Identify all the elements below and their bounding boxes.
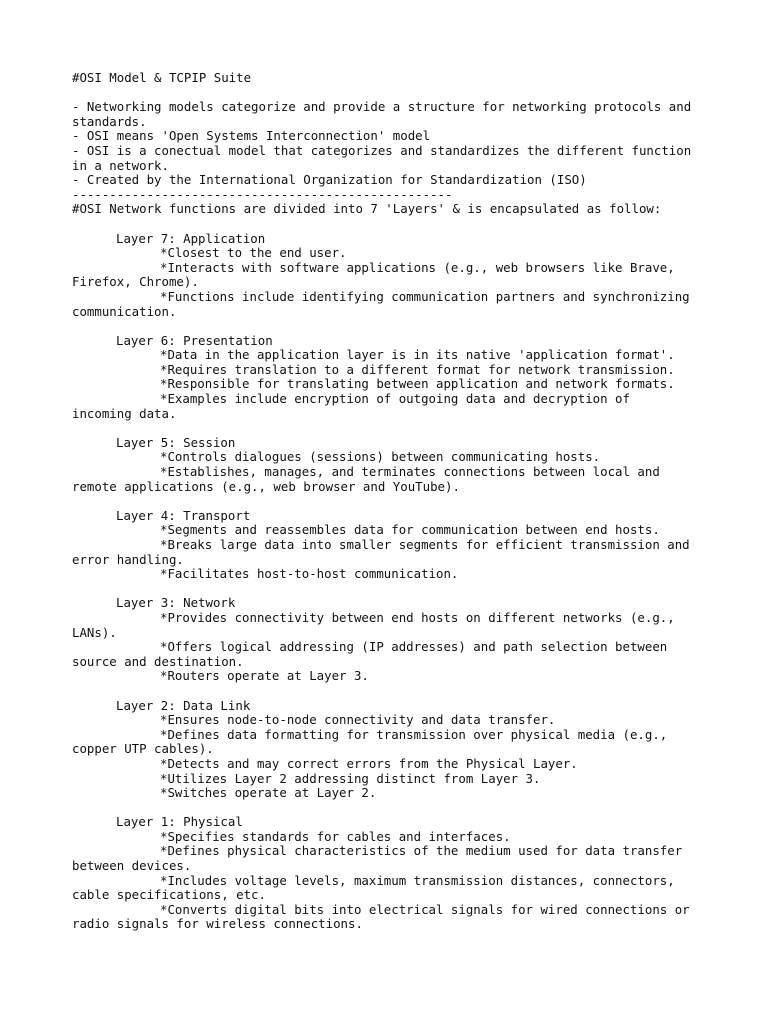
layer-heading: Layer 7: Application bbox=[116, 230, 266, 246]
spacer bbox=[72, 319, 702, 334]
layer-detail-line: copper UTP cables). bbox=[72, 741, 214, 757]
layer-heading: Layer 5: Session bbox=[116, 434, 236, 450]
intro-line: - OSI means 'Open Systems Interconnection' model bbox=[72, 128, 431, 144]
section-divider: --------------------------------------------------- bbox=[72, 186, 453, 202]
spacer bbox=[72, 582, 702, 597]
layer-detail-line: *Routers operate at Layer 3. bbox=[160, 668, 369, 684]
layer-detail-line: *Switches operate at Layer 2. bbox=[160, 785, 377, 801]
layer-detail-line: Firefox, Chrome). bbox=[72, 274, 199, 290]
layer-block bbox=[72, 596, 702, 698]
layer-heading: Layer 3: Network bbox=[116, 595, 236, 611]
intro-section bbox=[72, 100, 702, 188]
intro-line: - Created by the International Organization for Standardization (ISO) bbox=[72, 172, 587, 188]
layer-detail-line: *Specifies standards for cables and interfaces. bbox=[160, 828, 511, 844]
intro-line: - OSI is a conectual model that categorizes and standardizes the different function bbox=[72, 142, 692, 158]
layer-detail-line: *Offers logical addressing (IP addresses) and path selection between bbox=[160, 639, 668, 655]
layer-block bbox=[72, 699, 702, 816]
layer-detail-line: *Interacts with software applications (e.g., web browsers like Brave, bbox=[160, 259, 675, 275]
document-page bbox=[72, 71, 702, 932]
document-title: #OSI Model & TCPIP Suite bbox=[72, 70, 252, 85]
layer-detail-line: *Provides connectivity between end hosts on different networks (e.g., bbox=[160, 609, 675, 625]
layer-block bbox=[72, 232, 702, 334]
layer-detail-line: *Closest to the end user. bbox=[160, 245, 347, 261]
layer-detail-line: *Breaks large data into smaller segments for efficient transmission and bbox=[160, 537, 690, 552]
layer-heading: Layer 1: Physical bbox=[116, 814, 243, 830]
layer-detail-line: LANs). bbox=[72, 624, 117, 640]
layer-detail-line: *Controls dialogues (sessions) between communicating hosts. bbox=[160, 449, 601, 465]
layer-block bbox=[72, 334, 702, 436]
intro-line: in a network. bbox=[72, 157, 169, 173]
layer-detail-line: *Utilizes Layer 2 addressing distinct from Layer 3. bbox=[160, 770, 541, 786]
layer-detail-line: error handling. bbox=[72, 551, 184, 567]
layer-heading: Layer 6: Presentation bbox=[116, 332, 273, 348]
layer-detail-line: *Defines physical characteristics of the medium used for data transfer bbox=[160, 843, 683, 859]
layer-detail-line: *Converts digital bits into electrical signals for wired connections or bbox=[160, 901, 690, 917]
layers-heading: #OSI Network functions are divided into 7 'Layers' & is encapsulated as follow: bbox=[72, 201, 662, 217]
spacer bbox=[72, 801, 702, 816]
layer-detail-line: *Examples include encryption of outgoing data and decryption of bbox=[160, 391, 630, 407]
spacer bbox=[72, 217, 702, 232]
layer-detail-line: *Responsible for translating between application and network formats. bbox=[160, 376, 675, 392]
layer-detail-line: *Data in the application layer is in its native 'application format'. bbox=[160, 347, 675, 363]
layer-detail-line: *Segments and reassembles data for communication between end hosts. bbox=[160, 522, 660, 538]
layer-detail-line: *Detects and may correct errors from the Physical Layer. bbox=[160, 755, 578, 771]
layer-block bbox=[72, 815, 702, 932]
intro-line: standards. bbox=[72, 113, 147, 129]
layer-detail-line: source and destination. bbox=[72, 653, 244, 669]
spacer bbox=[72, 86, 702, 101]
layer-detail-line: *Requires translation to a different format for network transmission. bbox=[160, 361, 675, 377]
layer-detail-line: radio signals for wireless connections. bbox=[72, 916, 363, 932]
layer-detail-line: *Ensures node-to-node connectivity and data transfer. bbox=[160, 712, 556, 728]
layer-detail-line: *Functions include identifying communication partners and synchronizing bbox=[160, 288, 690, 304]
spacer bbox=[72, 684, 702, 699]
spacer bbox=[72, 494, 702, 509]
layer-detail-line: *Facilitates host-to-host communication. bbox=[160, 566, 459, 582]
layer-heading: Layer 2: Data Link bbox=[116, 697, 251, 713]
layer-detail-line: *Defines data formatting for transmission over physical media (e.g., bbox=[160, 726, 668, 742]
layer-detail-line: incoming data. bbox=[72, 405, 177, 421]
layer-detail-line: remote applications (e.g., web browser and YouTube). bbox=[72, 478, 460, 494]
layer-heading: Layer 4: Transport bbox=[116, 507, 251, 523]
spacer bbox=[72, 421, 702, 436]
layer-detail-line: *Includes voltage levels, maximum transmission distances, connectors, bbox=[160, 872, 675, 888]
layer-detail-line: *Establishes, manages, and terminates connections between local and bbox=[160, 464, 660, 480]
layer-detail-line: communication. bbox=[72, 303, 177, 319]
layer-block bbox=[72, 436, 702, 509]
layers-list bbox=[72, 232, 702, 933]
layer-detail-line: cable specifications, etc. bbox=[72, 887, 266, 903]
layer-detail-line: between devices. bbox=[72, 858, 192, 874]
intro-line: - Networking models categorize and provide a structure for networking protocols and bbox=[72, 99, 692, 115]
layer-block bbox=[72, 509, 702, 597]
